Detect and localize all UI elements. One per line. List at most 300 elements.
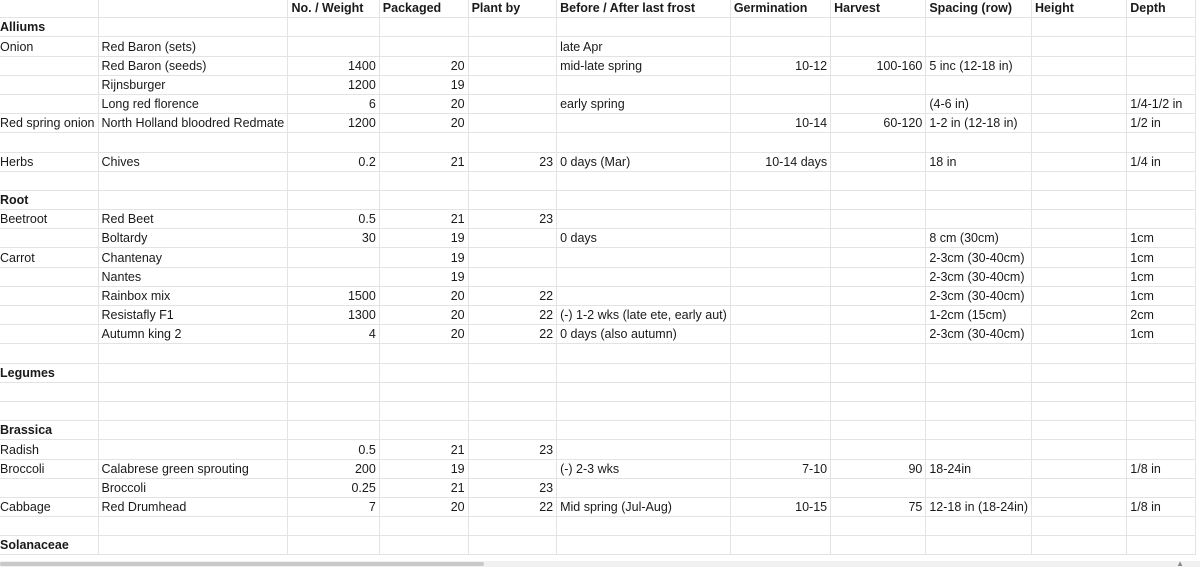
cell[interactable]: Red Baron (seeds) xyxy=(98,56,288,75)
cell[interactable] xyxy=(831,94,926,113)
cell[interactable] xyxy=(730,517,830,536)
cell[interactable] xyxy=(1032,229,1127,248)
cell[interactable]: 1400 xyxy=(288,56,379,75)
cell[interactable]: 100-160 xyxy=(831,56,926,75)
cell[interactable] xyxy=(98,440,288,459)
cell[interactable] xyxy=(468,459,557,478)
cell[interactable]: 20 xyxy=(379,497,468,516)
cell[interactable] xyxy=(288,248,379,267)
cell[interactable]: 1cm xyxy=(1127,229,1196,248)
cell[interactable] xyxy=(98,18,288,37)
cell[interactable] xyxy=(730,344,830,363)
cell[interactable] xyxy=(730,37,830,56)
cell[interactable] xyxy=(1127,344,1196,363)
cell[interactable] xyxy=(831,440,926,459)
cell[interactable] xyxy=(557,75,731,94)
cell[interactable] xyxy=(98,517,288,536)
cell[interactable] xyxy=(1032,517,1127,536)
column-header[interactable]: Height xyxy=(1032,0,1127,18)
cell[interactable]: 1/4 in xyxy=(1127,152,1196,171)
cell[interactable]: 20 xyxy=(379,306,468,325)
cell[interactable] xyxy=(730,440,830,459)
cell[interactable]: 1300 xyxy=(288,306,379,325)
cell[interactable]: 22 xyxy=(468,286,557,305)
cell[interactable] xyxy=(831,37,926,56)
cell[interactable] xyxy=(1127,382,1196,401)
cell[interactable]: 2-3cm (30-40cm) xyxy=(926,325,1032,344)
cell[interactable]: 1cm xyxy=(1127,248,1196,267)
cell[interactable] xyxy=(831,210,926,229)
cell[interactable] xyxy=(1032,114,1127,133)
cell[interactable] xyxy=(0,382,98,401)
cell[interactable] xyxy=(468,94,557,113)
column-header[interactable] xyxy=(0,0,98,18)
cell[interactable] xyxy=(1127,171,1196,190)
cell[interactable] xyxy=(0,306,98,325)
cell[interactable] xyxy=(1032,210,1127,229)
cell[interactable]: Mid spring (Jul-Aug) xyxy=(557,497,731,516)
cell[interactable] xyxy=(1032,94,1127,113)
cell[interactable] xyxy=(730,306,830,325)
cell[interactable] xyxy=(0,75,98,94)
cell[interactable] xyxy=(1127,210,1196,229)
cell[interactable] xyxy=(288,133,379,152)
cell[interactable] xyxy=(831,152,926,171)
cell[interactable]: North Holland bloodred Redmate xyxy=(98,114,288,133)
cell[interactable]: 23 xyxy=(468,210,557,229)
cell[interactable]: 0 days (Mar) xyxy=(557,152,731,171)
cell[interactable] xyxy=(730,325,830,344)
cell[interactable]: 0.5 xyxy=(288,210,379,229)
cell[interactable] xyxy=(288,517,379,536)
cell[interactable]: 12-18 in (18-24in) xyxy=(926,497,1032,516)
cell[interactable] xyxy=(288,421,379,440)
cell[interactable] xyxy=(926,536,1032,555)
cell[interactable]: Autumn king 2 xyxy=(98,325,288,344)
cell[interactable]: Rainbox mix xyxy=(98,286,288,305)
cell[interactable]: Herbs xyxy=(0,152,98,171)
cell[interactable] xyxy=(0,286,98,305)
cell[interactable] xyxy=(557,344,731,363)
cell[interactable] xyxy=(926,363,1032,382)
cell[interactable] xyxy=(0,171,98,190)
cell[interactable] xyxy=(0,56,98,75)
cell[interactable]: 1-2 in (12-18 in) xyxy=(926,114,1032,133)
column-header[interactable]: Packaged xyxy=(379,0,468,18)
cell[interactable]: Chives xyxy=(98,152,288,171)
cell[interactable] xyxy=(557,440,731,459)
cell[interactable] xyxy=(288,536,379,555)
scroll-right-arrow-icon[interactable]: ▲ xyxy=(1176,559,1184,567)
cell[interactable] xyxy=(98,344,288,363)
cell[interactable] xyxy=(557,133,731,152)
cell[interactable] xyxy=(831,536,926,555)
cell[interactable] xyxy=(1032,421,1127,440)
cell[interactable] xyxy=(1032,18,1127,37)
cell[interactable]: 7-10 xyxy=(730,459,830,478)
column-header[interactable]: Plant by xyxy=(468,0,557,18)
cell[interactable] xyxy=(1032,171,1127,190)
cell[interactable] xyxy=(468,363,557,382)
cell[interactable] xyxy=(379,401,468,420)
cell[interactable] xyxy=(1127,536,1196,555)
cell[interactable] xyxy=(288,37,379,56)
cell[interactable] xyxy=(468,536,557,555)
cell[interactable] xyxy=(926,517,1032,536)
cell[interactable]: 1cm xyxy=(1127,325,1196,344)
cell[interactable] xyxy=(468,114,557,133)
cell[interactable] xyxy=(926,171,1032,190)
cell[interactable] xyxy=(730,210,830,229)
category-cell[interactable]: Solanaceae xyxy=(0,536,98,555)
cell[interactable]: Red Baron (sets) xyxy=(98,37,288,56)
cell[interactable] xyxy=(1032,286,1127,305)
cell[interactable] xyxy=(288,401,379,420)
cell[interactable] xyxy=(831,229,926,248)
cell[interactable] xyxy=(1032,133,1127,152)
cell[interactable]: 23 xyxy=(468,478,557,497)
cell[interactable] xyxy=(1127,440,1196,459)
cell[interactable]: 5 inc (12-18 in) xyxy=(926,56,1032,75)
cell[interactable] xyxy=(831,325,926,344)
cell[interactable] xyxy=(468,229,557,248)
cell[interactable]: 8 cm (30cm) xyxy=(926,229,1032,248)
cell[interactable] xyxy=(0,478,98,497)
cell[interactable]: 200 xyxy=(288,459,379,478)
cell[interactable]: 1/4-1/2 in xyxy=(1127,94,1196,113)
cell[interactable]: 10-14 days xyxy=(730,152,830,171)
category-cell[interactable]: Root xyxy=(0,190,98,209)
cell[interactable]: Red spring onion xyxy=(0,114,98,133)
cell[interactable]: 18 in xyxy=(926,152,1032,171)
cell[interactable]: 6 xyxy=(288,94,379,113)
cell[interactable] xyxy=(1032,459,1127,478)
cell[interactable] xyxy=(926,344,1032,363)
cell[interactable] xyxy=(926,401,1032,420)
cell[interactable] xyxy=(1127,517,1196,536)
cell[interactable] xyxy=(1032,401,1127,420)
cell[interactable]: 19 xyxy=(379,248,468,267)
cell[interactable] xyxy=(926,440,1032,459)
cell[interactable] xyxy=(926,382,1032,401)
cell[interactable]: 75 xyxy=(831,497,926,516)
cell[interactable] xyxy=(926,37,1032,56)
cell[interactable] xyxy=(98,363,288,382)
cell[interactable] xyxy=(831,421,926,440)
column-header[interactable]: Depth xyxy=(1127,0,1196,18)
cell[interactable]: Red Beet xyxy=(98,210,288,229)
cell[interactable]: 1/8 in xyxy=(1127,497,1196,516)
cell[interactable]: 20 xyxy=(379,114,468,133)
cell[interactable] xyxy=(1127,190,1196,209)
cell[interactable]: (-) 2-3 wks xyxy=(557,459,731,478)
cell[interactable]: (-) 1-2 wks (late ete, early aut) xyxy=(557,306,731,325)
cell[interactable] xyxy=(1032,325,1127,344)
cell[interactable] xyxy=(468,133,557,152)
cell[interactable] xyxy=(288,267,379,286)
cell[interactable] xyxy=(831,401,926,420)
cell[interactable]: mid-late spring xyxy=(557,56,731,75)
cell[interactable] xyxy=(730,267,830,286)
cell[interactable]: 18-24in xyxy=(926,459,1032,478)
cell[interactable]: 7 xyxy=(288,497,379,516)
cell[interactable] xyxy=(1127,363,1196,382)
cell[interactable] xyxy=(730,401,830,420)
cell[interactable]: 1500 xyxy=(288,286,379,305)
cell[interactable] xyxy=(468,190,557,209)
cell[interactable]: Onion xyxy=(0,37,98,56)
cell[interactable] xyxy=(1127,18,1196,37)
cell[interactable]: 90 xyxy=(831,459,926,478)
cell[interactable]: 1200 xyxy=(288,114,379,133)
cell[interactable]: 21 xyxy=(379,210,468,229)
column-header[interactable]: Spacing (row) xyxy=(926,0,1032,18)
cell[interactable]: Boltardy xyxy=(98,229,288,248)
cell[interactable] xyxy=(98,401,288,420)
cell[interactable] xyxy=(730,133,830,152)
cell[interactable] xyxy=(379,421,468,440)
cell[interactable]: 2-3cm (30-40cm) xyxy=(926,248,1032,267)
cell[interactable] xyxy=(926,478,1032,497)
cell[interactable] xyxy=(831,517,926,536)
cell[interactable] xyxy=(288,171,379,190)
cell[interactable]: 19 xyxy=(379,267,468,286)
cell[interactable] xyxy=(730,248,830,267)
horizontal-scrollbar[interactable] xyxy=(0,561,1200,567)
column-header[interactable]: Before / After last frost xyxy=(557,0,731,18)
cell[interactable] xyxy=(1032,37,1127,56)
cell[interactable] xyxy=(468,401,557,420)
cell[interactable] xyxy=(730,536,830,555)
cell[interactable]: 1-2cm (15cm) xyxy=(926,306,1032,325)
cell[interactable] xyxy=(468,267,557,286)
cell[interactable] xyxy=(1032,190,1127,209)
cell[interactable]: 22 xyxy=(468,497,557,516)
cell[interactable] xyxy=(557,171,731,190)
cell[interactable] xyxy=(468,37,557,56)
column-header[interactable] xyxy=(98,0,288,18)
cell[interactable] xyxy=(831,267,926,286)
cell[interactable]: 2cm xyxy=(1127,306,1196,325)
cell[interactable] xyxy=(831,363,926,382)
cell[interactable] xyxy=(831,190,926,209)
cell[interactable] xyxy=(1032,440,1127,459)
cell[interactable]: 60-120 xyxy=(831,114,926,133)
cell[interactable] xyxy=(831,478,926,497)
column-header[interactable]: Germination xyxy=(730,0,830,18)
cell[interactable] xyxy=(926,421,1032,440)
scrollbar-thumb[interactable] xyxy=(0,562,484,566)
cell[interactable] xyxy=(0,133,98,152)
cell[interactable] xyxy=(1032,267,1127,286)
cell[interactable]: 0.5 xyxy=(288,440,379,459)
cell[interactable] xyxy=(288,190,379,209)
cell[interactable] xyxy=(1127,401,1196,420)
cell[interactable] xyxy=(379,344,468,363)
cell[interactable]: 20 xyxy=(379,286,468,305)
cell[interactable]: 23 xyxy=(468,440,557,459)
cell[interactable] xyxy=(1032,248,1127,267)
cell[interactable]: (4-6 in) xyxy=(926,94,1032,113)
cell[interactable] xyxy=(730,382,830,401)
cell[interactable] xyxy=(379,190,468,209)
cell[interactable]: 30 xyxy=(288,229,379,248)
cell[interactable]: 22 xyxy=(468,325,557,344)
cell[interactable]: 0.2 xyxy=(288,152,379,171)
cell[interactable]: 4 xyxy=(288,325,379,344)
cell[interactable] xyxy=(557,286,731,305)
cell[interactable] xyxy=(1032,382,1127,401)
cell[interactable] xyxy=(288,363,379,382)
cell[interactable] xyxy=(379,363,468,382)
cell[interactable] xyxy=(0,344,98,363)
cell[interactable] xyxy=(0,517,98,536)
cell[interactable] xyxy=(730,229,830,248)
cell[interactable] xyxy=(0,401,98,420)
cell[interactable] xyxy=(1127,133,1196,152)
cell[interactable] xyxy=(926,210,1032,229)
cell[interactable] xyxy=(468,56,557,75)
cell[interactable] xyxy=(468,75,557,94)
cell[interactable]: Calabrese green sprouting xyxy=(98,459,288,478)
cell[interactable] xyxy=(288,344,379,363)
cell[interactable] xyxy=(730,478,830,497)
cell[interactable] xyxy=(926,190,1032,209)
cell[interactable] xyxy=(379,517,468,536)
cell[interactable] xyxy=(379,171,468,190)
cell[interactable] xyxy=(1032,363,1127,382)
cell[interactable] xyxy=(98,421,288,440)
cell[interactable]: Nantes xyxy=(98,267,288,286)
cell[interactable] xyxy=(379,18,468,37)
cell[interactable] xyxy=(98,382,288,401)
cell[interactable]: 1/8 in xyxy=(1127,459,1196,478)
cell[interactable]: Broccoli xyxy=(0,459,98,478)
cell[interactable]: 2-3cm (30-40cm) xyxy=(926,286,1032,305)
cell[interactable] xyxy=(730,171,830,190)
cell[interactable]: 2-3cm (30-40cm) xyxy=(926,267,1032,286)
cell[interactable] xyxy=(557,190,731,209)
cell[interactable] xyxy=(1032,536,1127,555)
cell[interactable] xyxy=(468,18,557,37)
cell[interactable] xyxy=(730,363,830,382)
cell[interactable] xyxy=(98,171,288,190)
cell[interactable]: late Apr xyxy=(557,37,731,56)
cell[interactable]: 21 xyxy=(379,152,468,171)
cell[interactable] xyxy=(379,382,468,401)
cell[interactable]: 1cm xyxy=(1127,267,1196,286)
cell[interactable]: 1200 xyxy=(288,75,379,94)
cell[interactable] xyxy=(1032,478,1127,497)
cell[interactable] xyxy=(831,133,926,152)
cell[interactable]: Beetroot xyxy=(0,210,98,229)
cell[interactable] xyxy=(1032,344,1127,363)
cell[interactable]: early spring xyxy=(557,94,731,113)
cell[interactable] xyxy=(831,382,926,401)
cell[interactable] xyxy=(379,37,468,56)
cell[interactable] xyxy=(288,382,379,401)
cell[interactable] xyxy=(0,94,98,113)
cell[interactable]: 10-15 xyxy=(730,497,830,516)
cell[interactable] xyxy=(98,536,288,555)
cell[interactable] xyxy=(1032,75,1127,94)
cell[interactable] xyxy=(98,190,288,209)
cell[interactable]: 10-14 xyxy=(730,114,830,133)
cell[interactable]: 0.25 xyxy=(288,478,379,497)
cell[interactable]: Chantenay xyxy=(98,248,288,267)
cell[interactable] xyxy=(730,286,830,305)
cell[interactable] xyxy=(379,133,468,152)
cell[interactable] xyxy=(468,517,557,536)
cell[interactable] xyxy=(1032,152,1127,171)
cell[interactable]: 20 xyxy=(379,325,468,344)
cell[interactable]: Red Drumhead xyxy=(98,497,288,516)
cell[interactable] xyxy=(468,421,557,440)
cell[interactable] xyxy=(831,248,926,267)
cell[interactable] xyxy=(0,325,98,344)
cell[interactable] xyxy=(1127,421,1196,440)
cell[interactable] xyxy=(557,478,731,497)
column-header[interactable]: Harvest xyxy=(831,0,926,18)
cell[interactable] xyxy=(730,421,830,440)
cell[interactable] xyxy=(557,248,731,267)
cell[interactable] xyxy=(926,133,1032,152)
cell[interactable] xyxy=(557,114,731,133)
cell[interactable]: 19 xyxy=(379,229,468,248)
cell[interactable] xyxy=(831,344,926,363)
cell[interactable] xyxy=(557,363,731,382)
cell[interactable] xyxy=(557,536,731,555)
cell[interactable] xyxy=(831,306,926,325)
cell[interactable]: 10-12 xyxy=(730,56,830,75)
cell[interactable]: Radish xyxy=(0,440,98,459)
cell[interactable] xyxy=(1032,56,1127,75)
category-cell[interactable]: Brassica xyxy=(0,421,98,440)
cell[interactable] xyxy=(1032,497,1127,516)
cell[interactable]: Cabbage xyxy=(0,497,98,516)
cell[interactable]: 22 xyxy=(468,306,557,325)
cell[interactable] xyxy=(557,267,731,286)
category-cell[interactable]: Alliums xyxy=(0,18,98,37)
column-header[interactable]: No. / Weight xyxy=(288,0,379,18)
cell[interactable] xyxy=(468,248,557,267)
cell[interactable] xyxy=(1032,306,1127,325)
cell[interactable] xyxy=(557,421,731,440)
cell[interactable] xyxy=(468,382,557,401)
cell[interactable] xyxy=(557,401,731,420)
cell[interactable]: 21 xyxy=(379,440,468,459)
cell[interactable] xyxy=(468,171,557,190)
cell[interactable] xyxy=(379,536,468,555)
cell[interactable] xyxy=(831,286,926,305)
cell[interactable]: Resistafly F1 xyxy=(98,306,288,325)
cell[interactable] xyxy=(926,75,1032,94)
cell[interactable] xyxy=(557,18,731,37)
cell[interactable] xyxy=(0,229,98,248)
cell[interactable] xyxy=(730,18,830,37)
cell[interactable] xyxy=(926,18,1032,37)
cell[interactable] xyxy=(288,18,379,37)
cell[interactable]: Broccoli xyxy=(98,478,288,497)
cell[interactable] xyxy=(1127,56,1196,75)
cell[interactable] xyxy=(98,133,288,152)
cell[interactable]: 21 xyxy=(379,478,468,497)
cell[interactable] xyxy=(730,94,830,113)
cell[interactable]: Long red florence xyxy=(98,94,288,113)
cell[interactable]: 20 xyxy=(379,94,468,113)
cell[interactable]: 1cm xyxy=(1127,286,1196,305)
cell[interactable] xyxy=(730,190,830,209)
